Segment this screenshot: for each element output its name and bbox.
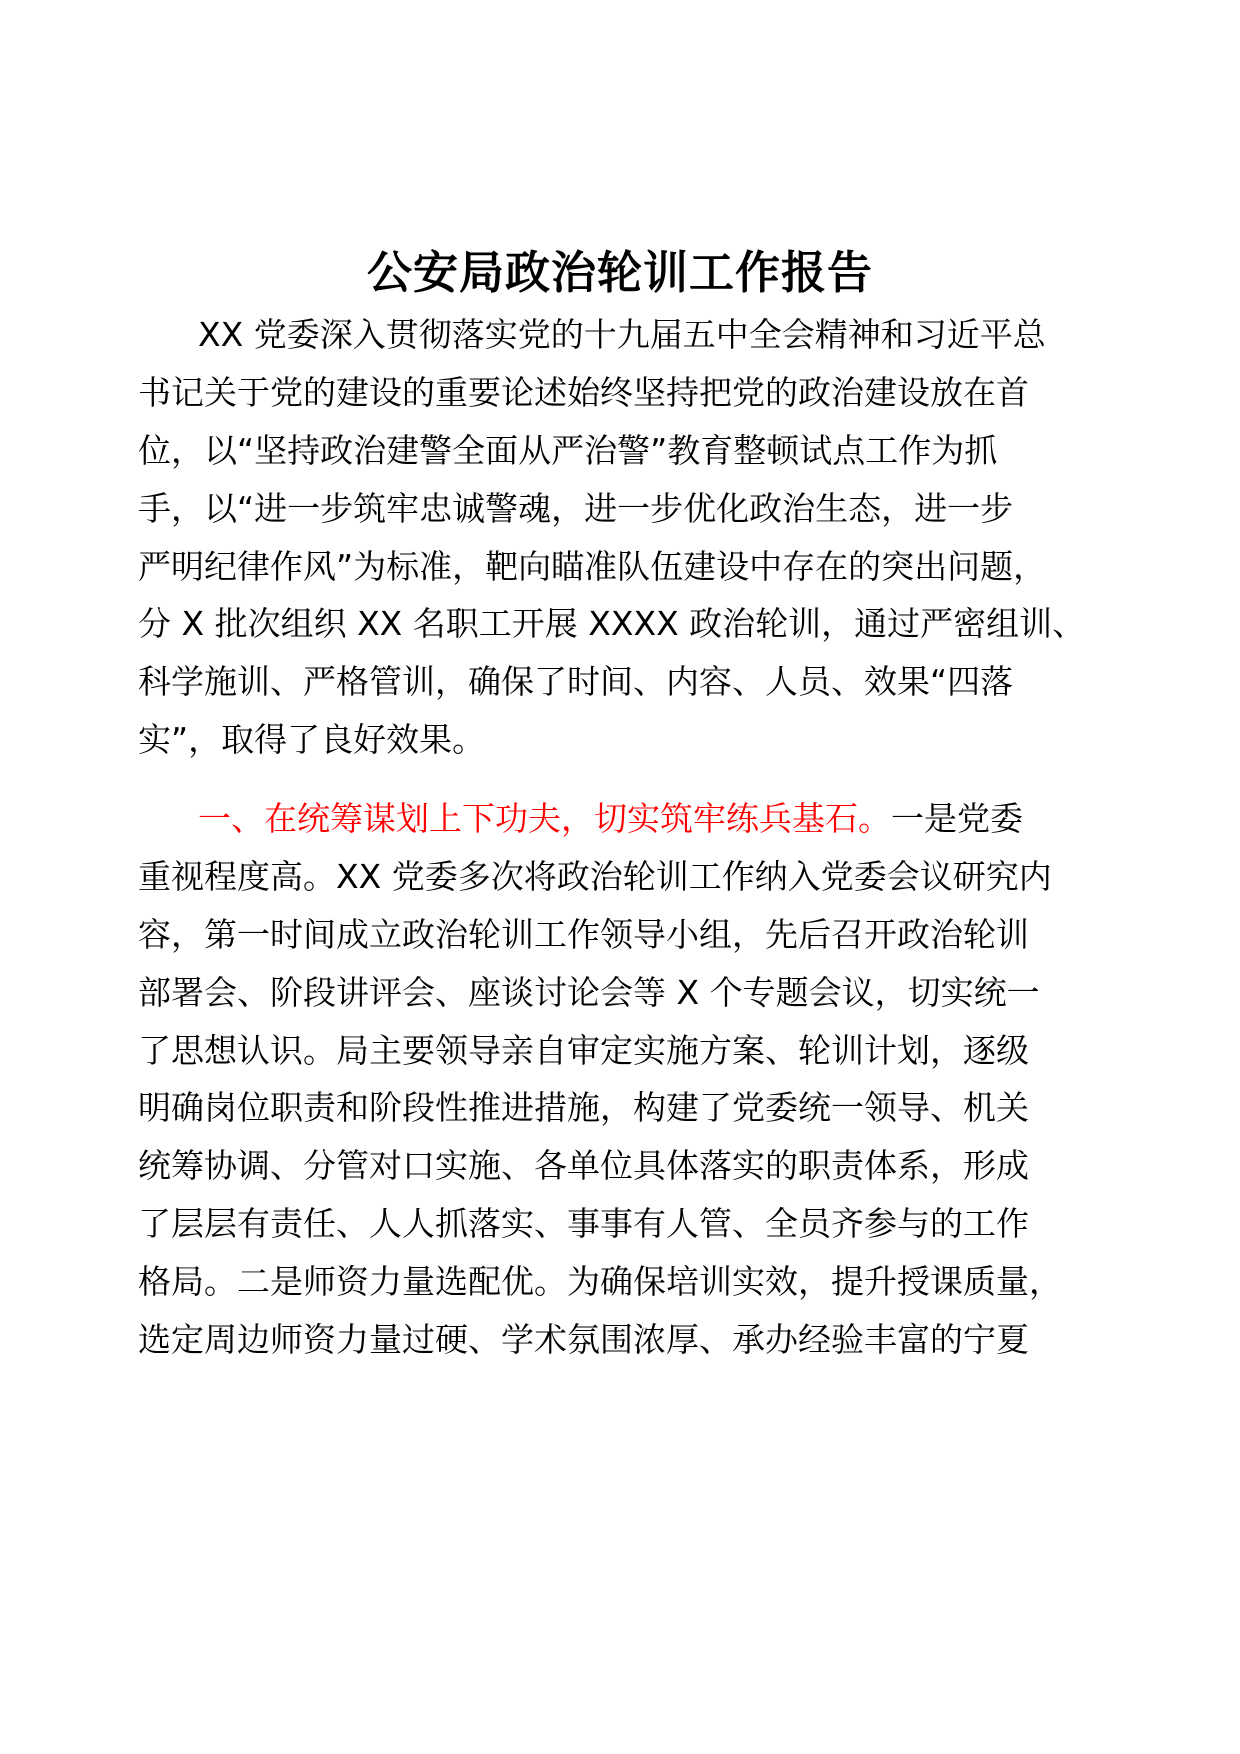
paragraph-2-line: 了层层有责任、人人抓落实、事事有人管、全员齐参与的工作 — [138, 1204, 1029, 1243]
paragraph-2-line: 选定周边师资力量过硬、学术氛围浓厚、承办经验丰富的宁夏 — [138, 1320, 1029, 1359]
paragraph-1-line: 分 X 批次组织 XX 名职工开展 XXXX 政治轮训，通过严密组训、 — [138, 604, 1086, 643]
paragraph-1-line: 位，以“坚持政治建警全面从严治警”教育整顿试点工作为抓 — [138, 431, 998, 470]
paragraph-2-first-line — [198, 797, 1023, 841]
paragraph-2-line: 了思想认识。局主要领导亲自审定实施方案、轮训计划，逐级 — [138, 1031, 1029, 1070]
paragraph-2-line: 部署会、阶段讲评会、座谈讨论会等 X 个专题会议，切实统一 — [138, 973, 1040, 1012]
paragraph-1-line: 科学施训、严格管训，确保了时间、内容、人员、效果“四落 — [138, 662, 1014, 701]
paragraph-2-line: 格局。二是师资力量选配优。为确保培训实效，提升授课质量， — [138, 1262, 1062, 1301]
paragraph-1-line: XX 党委深入贯彻落实党的十九届五中全会精神和习近平总 — [198, 315, 1046, 354]
section-heading: 一、在统筹谋划上下功夫，切实筑牢练兵基石。 — [198, 799, 891, 838]
paragraph-2-line: 容，第一时间成立政治轮训工作领导小组，先后召开政治轮训 — [138, 915, 1029, 954]
document-title: 公安局政治轮训工作报告 — [366, 246, 873, 299]
paragraph-2-line: 重视程度高。XX 党委多次将政治轮训工作纳入党委会议研究内 — [138, 857, 1052, 896]
paragraph-1-line: 书记关于党的建设的重要论述始终坚持把党的政治建设放在首 — [138, 373, 1029, 412]
paragraph-2-line: 统筹协调、分管对口实施、各单位具体落实的职责体系，形成 — [138, 1146, 1029, 1185]
paragraph-1-line: 手，以“进一步筑牢忠诚警魂，进一步优化政治生态，进一步 — [138, 489, 1014, 528]
paragraph-2-line: 明确岗位职责和阶段性推进措施，构建了党委统一领导、机关 — [138, 1088, 1029, 1127]
paragraph-1-line: 严明纪律作风”为标准，靶向瞄准队伍建设中存在的突出问题， — [138, 547, 1047, 586]
paragraph-2-first-line-text: 一是党委 — [891, 799, 1023, 838]
paragraph-1-line: 实”，取得了良好效果。 — [138, 720, 486, 759]
